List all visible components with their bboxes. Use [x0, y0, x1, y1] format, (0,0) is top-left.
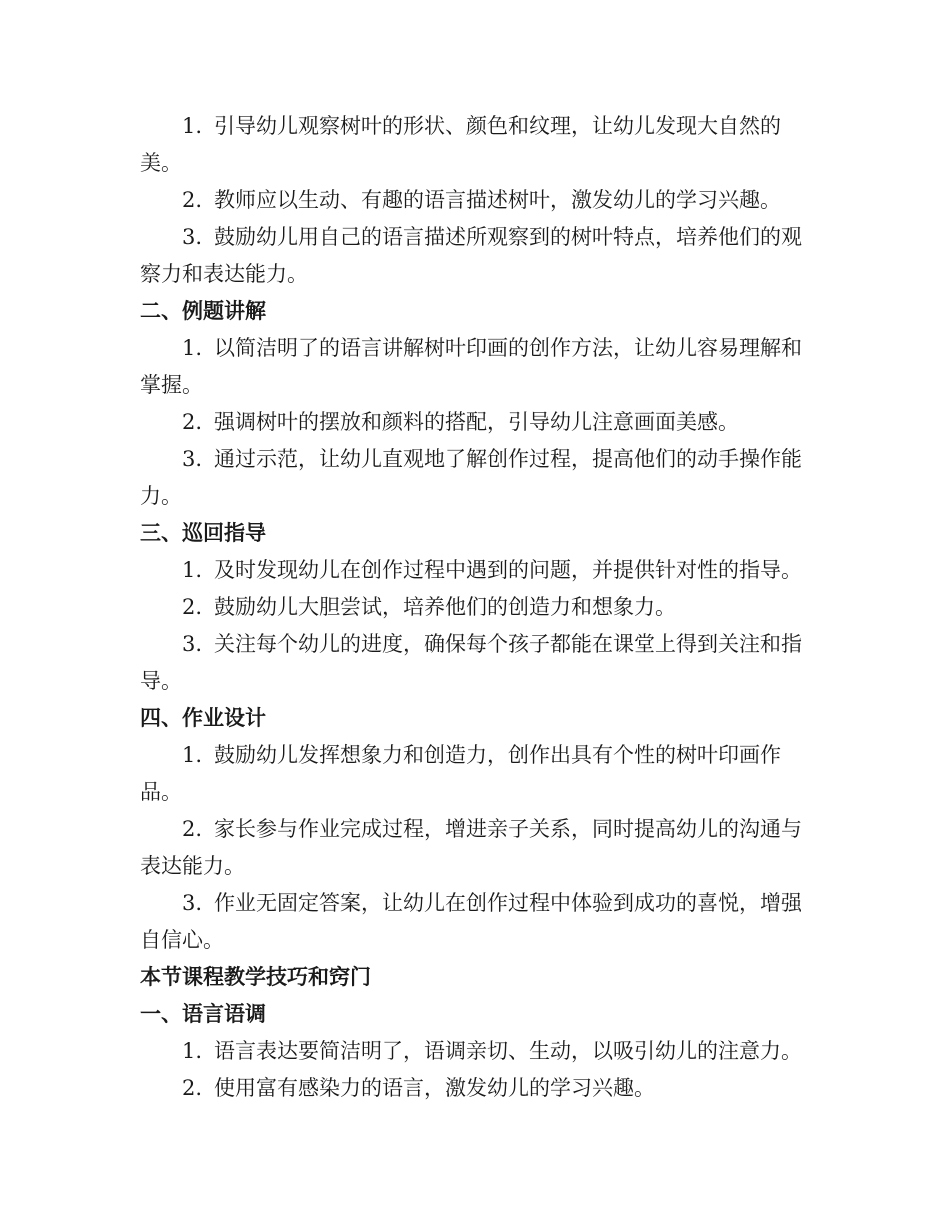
list-item — [140, 589, 820, 626]
item-text: 鼓励幼儿发挥想象力和创造力，创作出具有个性的树叶印画作品。 — [140, 743, 781, 804]
item-text: 以简洁明了的语言讲解树叶印画的创作方法，让幼儿容易理解和掌握。 — [140, 336, 802, 397]
item-text: 语言表达要简洁明了，语调亲切、生动，以吸引幼儿的注意力。 — [214, 1039, 802, 1063]
item-text: 引导幼儿观察树叶的形状、颜色和纹理，让幼儿发现大自然的美。 — [140, 114, 781, 175]
item-text: 通过示范，让幼儿直观地了解创作过程，提高他们的动手操作能力。 — [140, 447, 802, 508]
item-number: 2. — [182, 188, 203, 212]
section-heading: 二、例题讲解 — [140, 299, 266, 323]
document-body — [140, 108, 820, 1107]
item-text: 教师应以生动、有趣的语言描述树叶，激发幼儿的学习兴趣。 — [214, 188, 781, 212]
list-item — [140, 219, 820, 293]
section-heading: 三、巡回指导 — [140, 521, 266, 545]
item-number: 3. — [182, 632, 203, 656]
item-text: 使用富有感染力的语言，激发幼儿的学习兴趣。 — [214, 1076, 655, 1100]
list-item — [140, 626, 820, 700]
item-text: 作业无固定答案，让幼儿在创作过程中体验到成功的喜悦，增强自信心。 — [140, 891, 802, 952]
item-text: 鼓励幼儿大胆尝试，培养他们的创造力和想象力。 — [214, 595, 676, 619]
item-number: 3. — [182, 891, 203, 915]
item-text: 及时发现幼儿在创作过程中遇到的问题，并提供针对性的指导。 — [214, 558, 802, 582]
item-number: 1. — [182, 114, 203, 138]
item-number: 1. — [182, 743, 203, 767]
item-number: 2. — [182, 817, 203, 841]
item-number: 2. — [182, 410, 203, 434]
item-number: 3. — [182, 225, 203, 249]
list-item — [140, 885, 820, 959]
list-item — [140, 108, 820, 182]
section-heading: 一、语言语调 — [140, 1002, 266, 1026]
item-number: 3. — [182, 447, 203, 471]
list-item — [140, 1070, 820, 1107]
item-number: 2. — [182, 1076, 203, 1100]
section-heading: 四、作业设计 — [140, 706, 266, 730]
item-text: 鼓励幼儿用自己的语言描述所观察到的树叶特点，培养他们的观察力和表达能力。 — [140, 225, 802, 286]
item-number: 1. — [182, 1039, 203, 1063]
item-number: 2. — [182, 595, 203, 619]
item-text: 关注每个幼儿的进度，确保每个孩子都能在课堂上得到关注和指导。 — [140, 632, 802, 693]
list-item — [140, 737, 820, 811]
list-item — [140, 552, 820, 589]
list-item — [140, 441, 820, 515]
list-item — [140, 182, 820, 219]
list-item — [140, 330, 820, 404]
item-text: 强调树叶的摆放和颜料的搭配，引导幼儿注意画面美感。 — [214, 410, 739, 434]
item-number: 1. — [182, 558, 203, 582]
item-number: 1. — [182, 336, 203, 360]
list-item — [140, 404, 820, 441]
item-text: 家长参与作业完成过程，增进亲子关系，同时提高幼儿的沟通与表达能力。 — [140, 817, 802, 878]
list-item — [140, 811, 820, 885]
list-item — [140, 1033, 820, 1070]
part-heading: 本节课程教学技巧和窍门 — [140, 965, 371, 989]
